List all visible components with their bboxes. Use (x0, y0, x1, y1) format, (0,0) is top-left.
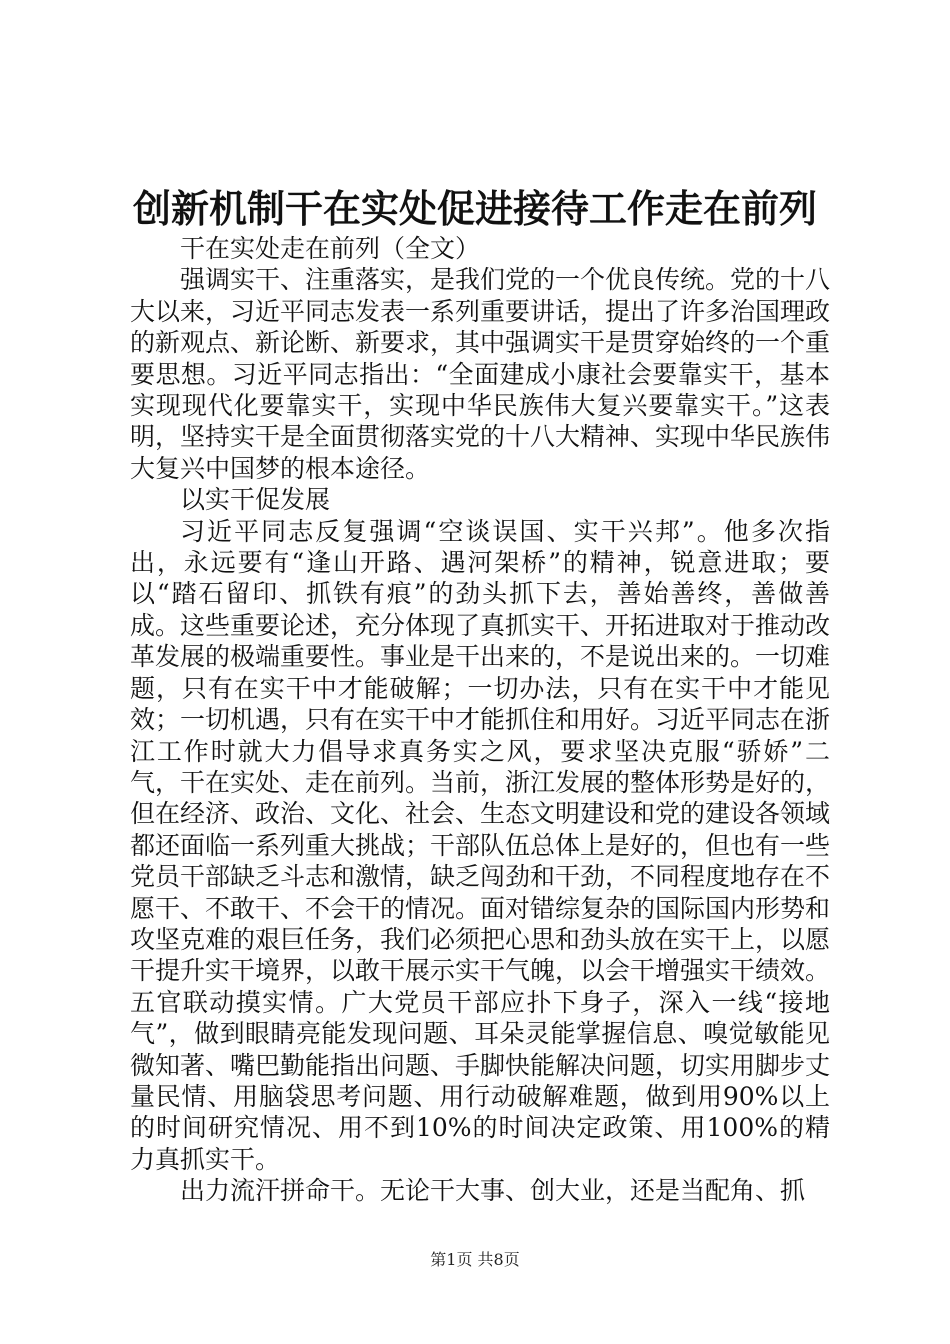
document-body (130, 233, 830, 1207)
paragraph-subtitle: 干在实处走在前列（全文） (180, 234, 481, 263)
paragraph-section-heading: 以实干促发展 (180, 485, 331, 515)
page-title: 创新机制干在实处促进接待工作走在前列 (132, 187, 817, 231)
page-footer: 第1页 共8页 (430, 1250, 520, 1269)
paragraph-main: 习近平同志反复强调“空谈误国、实干兴邦”。他多次指出，永远要有“逢山开路、遇河架桥”的精神，锐意进取；要以“踏石留印、抓铁有痕”的劲头抓下去，善始善终，善做善成。这些重要论述，充分体现了真抓实干、开拓进取对于推动改革发展的极端重要性。事业是干出来的，不是说出来的。一切难题，只有在实干中才能破解；一切办法，只有在实干中才能见效；一切机遇，只有在实干中才能抓住和用好。习近平同志在浙江工作时就大力倡导求真务实之风，要求坚决克服“骄娇”二气，干在实处、走在前列。当前，浙江发展的整体形势是好的，但在经济、政治、文化、社会、生态文明建设和党的建设各领域都还面临一系列重大挑战；干部队伍总体上是好的，但也有一些党员干部缺乏斗志和激情，缺乏闯劲和干劲，不同程度地存在不愿干、不敢干、不会干的情况。面对错综复杂的国际国内形势和攻坚克难的艰巨任务，我们必须把心思和劲头放在实干上，以愿干提升实干境界，以敢干展示实干气魄，以会干增强实干绩效。五官联动摸实情。广大党员干部应扑下身子，深入一线“接地气”，做到眼睛亮能发现问题、耳朵灵能掌握信息、嗅觉敏能见微知著、嘴巴勤能指出问题、手脚快能解决问题，切实用脚步丈量民情、用脑袋思考问题、用行动破解难题，做到用90%以上的时间研究情况、用不到10%的时间决定政策、用100%的精力真抓实干。 (130, 516, 831, 1174)
paragraph-continued: 出力流汗拼命干。无论干大事、创大业，还是当配角、抓 (180, 1176, 806, 1206)
paragraph-intro: 强调实干、注重落实，是我们党的一个优良传统。党的十八大以来，习近平同志发表一系列重要讲话，提出了许多治国理政的新观点、新论断、新要求，其中强调实干是贯穿始终的一个重要思想。习近平同志指出：“全面建成小康社会要靠实干，基本实现现代化要靠实干，实现中华民族伟大复兴要靠实干。”这表明，坚持实干是全面贯彻落实党的十八大精神、实现中华民族伟大复兴中国梦的根本途径。 (130, 265, 831, 483)
